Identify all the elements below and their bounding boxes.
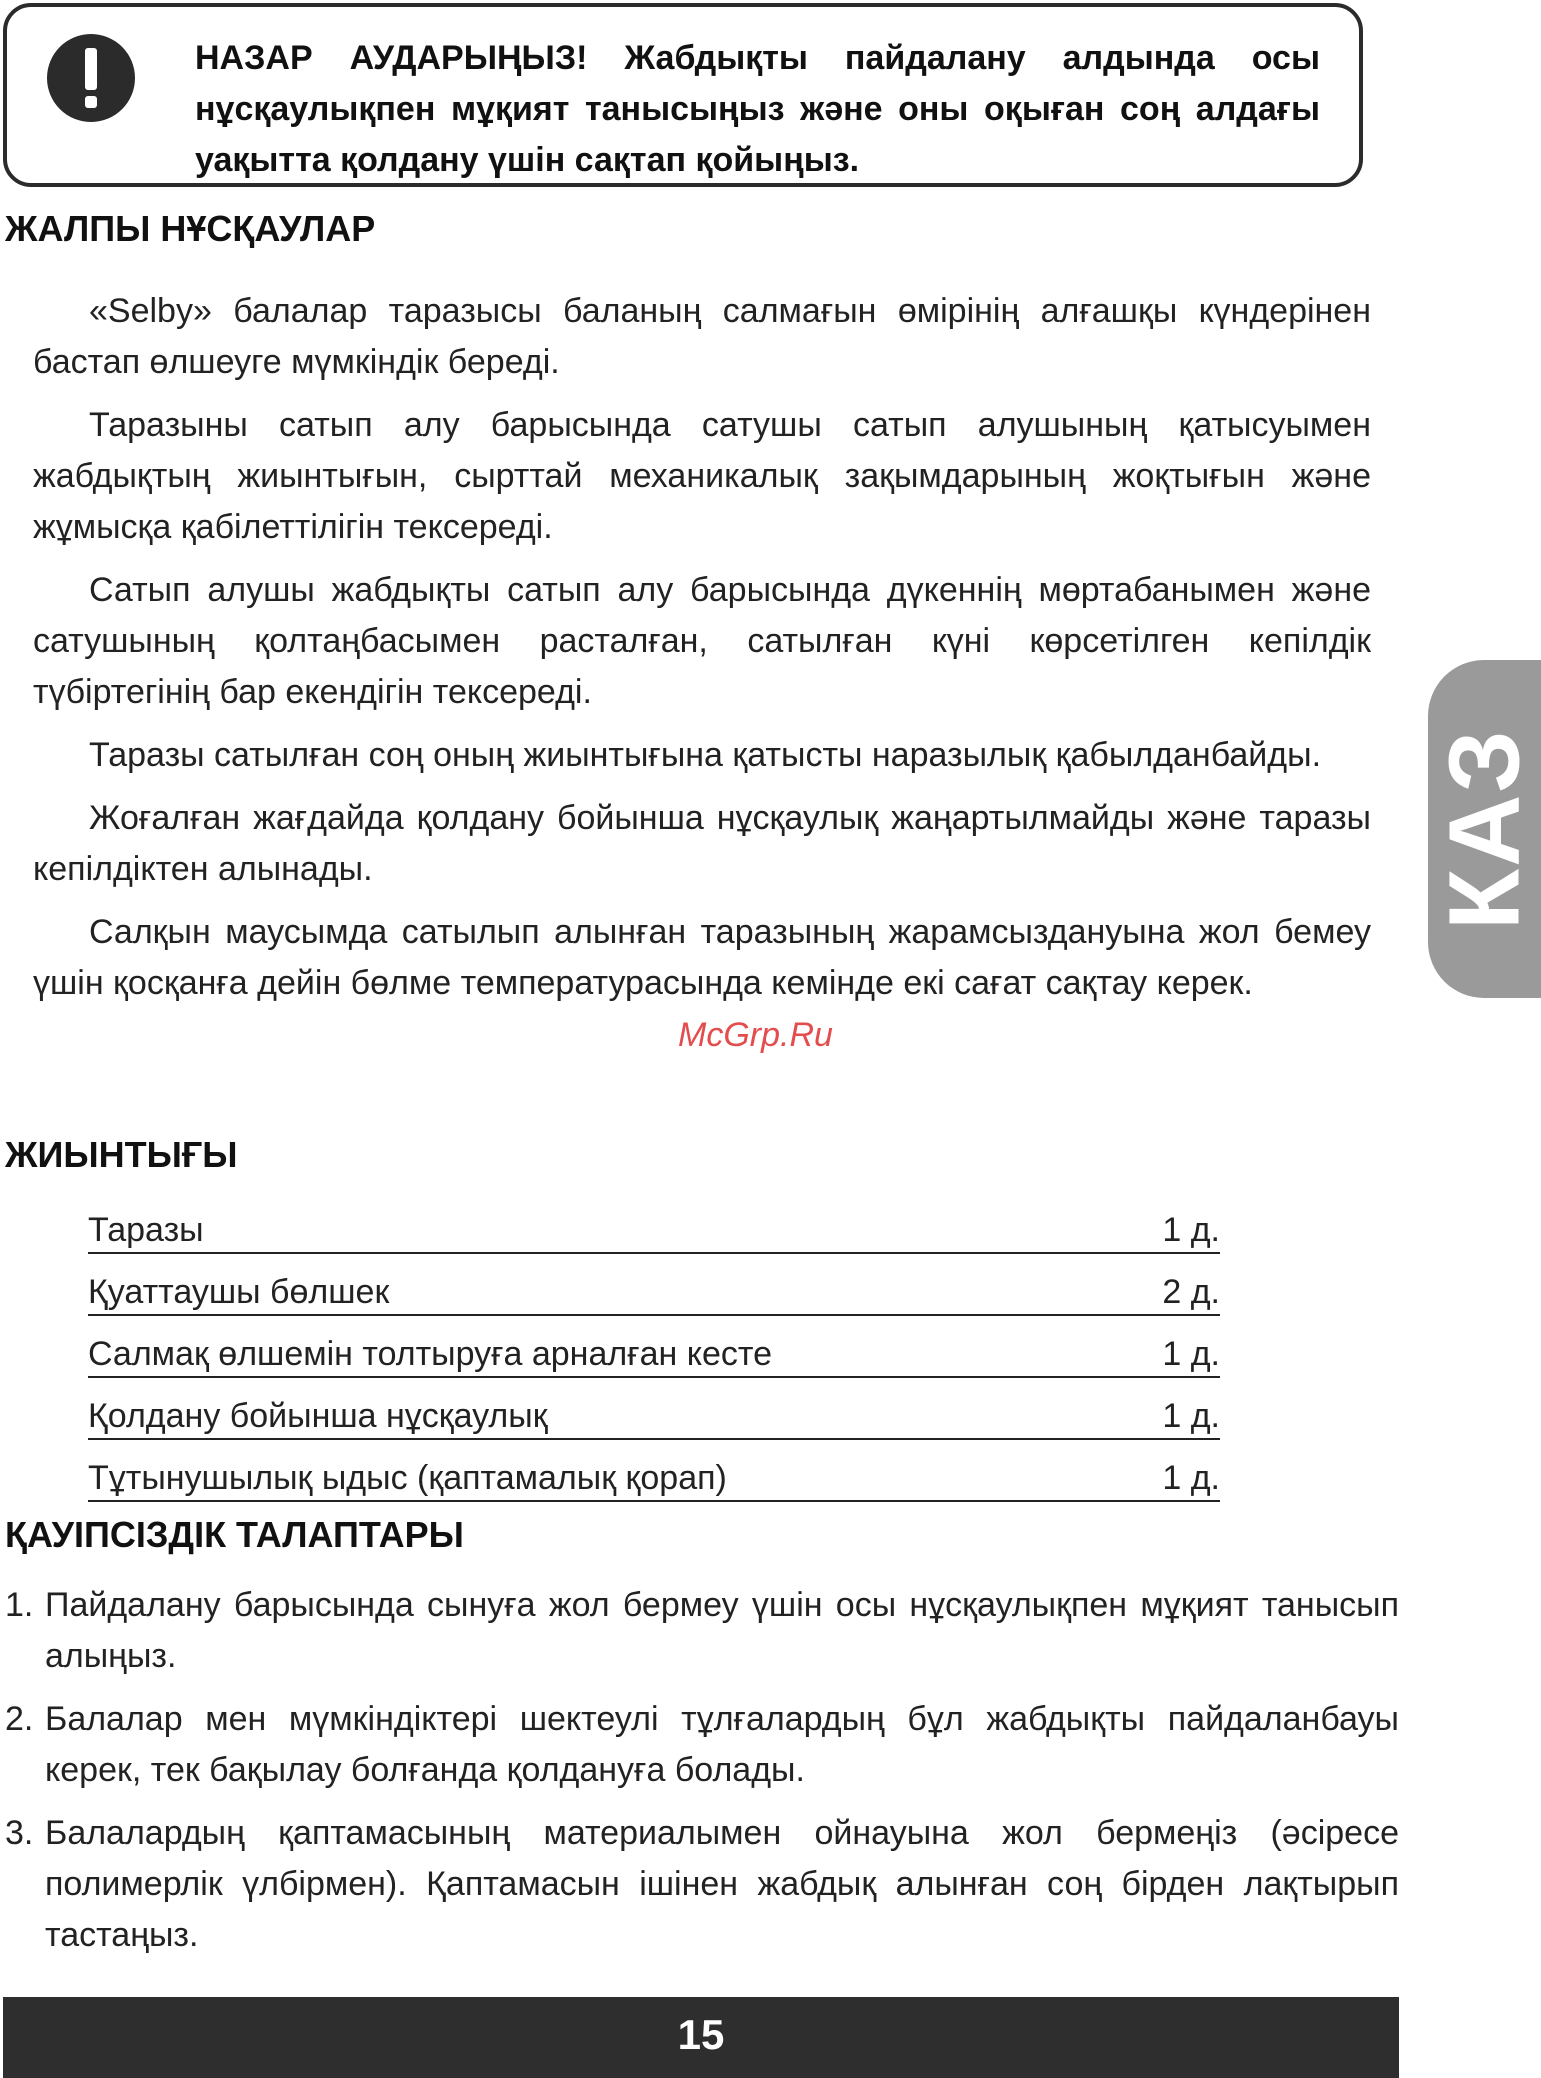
general-paragraph: «Selby» балалар таразысы баланың салмағын өмірінің алғашқы күндерінен бастап өлшеуге мүмкіндік береді. [33, 292, 1371, 381]
general-paragraph: Сатып алушы жабдықты сатып алу барысында дүкеннің мөртабанымен және сатушының қолтаңбасымен расталған, сатылған күні көрсетілген кепілдік түбіртегінің бар екендігін тексереді. [33, 571, 1371, 711]
list-item [88, 1440, 1220, 1502]
contents-list [88, 1192, 1220, 1502]
list-item [5, 1694, 1399, 1796]
item-name: Қолдану бойынша нұсқаулық [88, 1397, 548, 1435]
watermark: McGrp.Ru [678, 1016, 833, 1054]
exclamation-icon [47, 34, 135, 122]
page-number: 15 [677, 2011, 725, 2058]
item-qty: 2 д. [1162, 1273, 1220, 1311]
safety-list [5, 1580, 1399, 1973]
item-text: Балалардың қаптамасының материалымен ойнауына жол бермеңіз (әсіресе полимерлік үлбірмен). Қаптамасын ішінен жабдық алынған соң бірден лақтырып тастаңыз. [45, 1814, 1399, 1954]
item-text: Балалар мен мүмкіндіктері шектеулі тұлғалардың бұл жабдықты пайдаланбауы керек, тек бақылау болғанда қолдануға болады. [45, 1700, 1399, 1789]
language-tab [1428, 660, 1541, 998]
item-qty: 1 д. [1162, 1397, 1220, 1435]
footer-bar [3, 1997, 1399, 2078]
item-qty: 1 д. [1162, 1459, 1220, 1497]
general-paragraph: Таразыны сатып алу барысында сатушы сатып алушының қатысуымен жабдықтың жиынтығын, сырттай механикалық зақымдарының жоқтығын және жұмысқа қабілеттілігін тексереді. [33, 406, 1371, 546]
safety-heading: ҚАУІПСІЗДІК ТАЛАПТАРЫ [5, 1514, 464, 1555]
item-qty: 1 д. [1162, 1211, 1220, 1249]
general-body [33, 286, 1371, 1021]
item-name: Таразы [88, 1211, 204, 1249]
item-name: Тұтынушылық ыдыс (қаптамалық қорап) [88, 1459, 727, 1497]
list-item [88, 1316, 1220, 1378]
list-item [88, 1378, 1220, 1440]
general-paragraph: Жоғалған жағдайда қолдану бойынша нұсқаулық жаңартылмайды және таразы кепілдіктен алынады. [33, 799, 1371, 888]
warning-box [3, 3, 1363, 187]
list-item [5, 1580, 1399, 1682]
item-name: Салмақ өлшемін толтыруға арналған кесте [88, 1335, 773, 1373]
item-qty: 1 д. [1162, 1335, 1220, 1373]
item-number: 2. [5, 1700, 34, 1738]
item-number: 1. [5, 1586, 34, 1624]
item-number: 3. [5, 1814, 34, 1852]
list-item [88, 1254, 1220, 1316]
general-heading: ЖАЛПЫ НҰСҚАУЛАР [5, 208, 376, 249]
item-name: Қуаттаушы бөлшек [88, 1273, 390, 1311]
list-item [88, 1192, 1220, 1254]
item-text: Пайдалану барысында сынуға жол бермеу үшін осы нұсқаулықпен мұқият танысып алыңыз. [45, 1586, 1399, 1675]
language-tab-label: КАЗ [1428, 728, 1540, 930]
general-paragraph: Салқын маусымда сатылып алынған таразының жарамсыздануына жол бемеу үшін қосқанға дейін бөлме температурасында кемінде екі сағат сақтау керек. [33, 913, 1371, 1002]
warning-text: НАЗАР АУДАРЫҢЫЗ! Жабдықты пайдалану алдында осы нұсқаулықпен мұқият танысыңыз және оны оқыған соң алдағы уақытта қолдану үшін сақтап қойыңыз. [195, 39, 1320, 179]
general-paragraph: Таразы сатылған соң оның жиынтығына қатысты наразылық қабылданбайды. [89, 736, 1322, 774]
list-item [5, 1808, 1399, 1961]
contents-heading: ЖИЫНТЫҒЫ [5, 1134, 238, 1175]
